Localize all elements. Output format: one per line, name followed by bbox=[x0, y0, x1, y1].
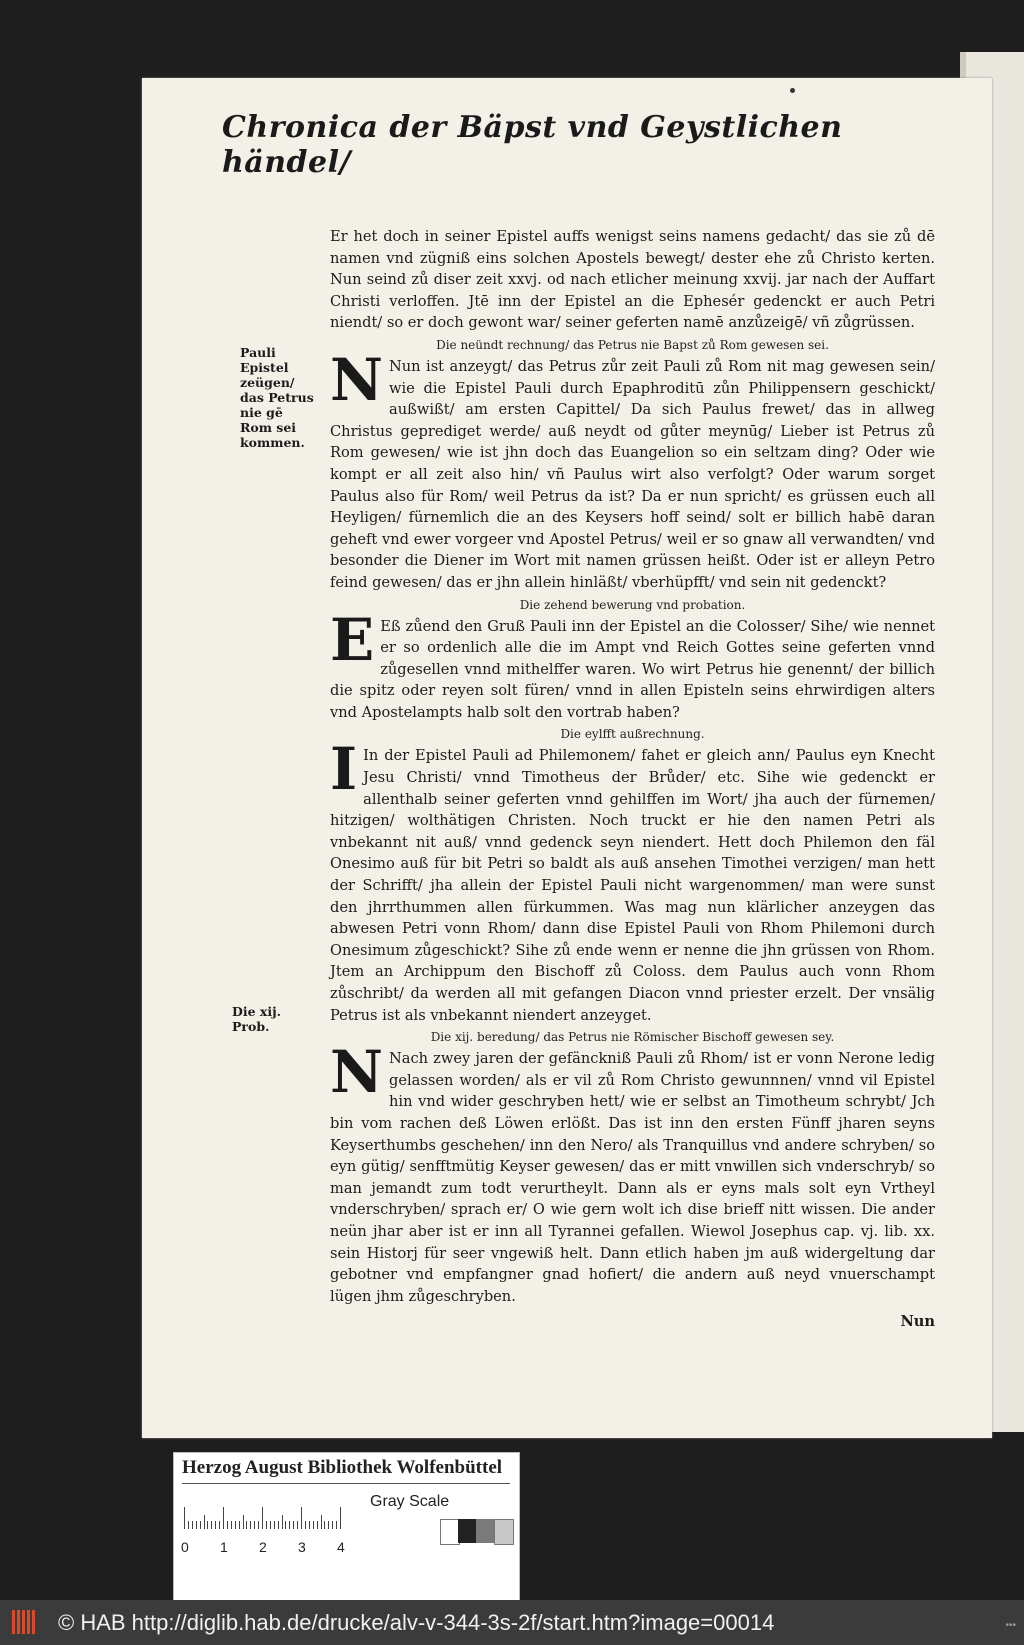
dropcap: N bbox=[330, 345, 384, 414]
ruler-tick bbox=[297, 1521, 298, 1529]
color-calibration-bar bbox=[173, 1452, 520, 1604]
ruler-tick-label: 1 bbox=[220, 1539, 228, 1555]
paragraph-4 bbox=[330, 735, 935, 1026]
ruler-tick bbox=[258, 1521, 259, 1529]
paragraph-3 bbox=[330, 605, 935, 724]
ink-dot bbox=[790, 88, 795, 93]
margin-note-2: Die xij. Prob. bbox=[232, 1004, 281, 1034]
more-icon[interactable]: ••• bbox=[1005, 1620, 1016, 1631]
ruler-tick bbox=[204, 1515, 205, 1529]
ruler-tick bbox=[270, 1521, 271, 1529]
ruler-tick bbox=[278, 1521, 279, 1529]
ruler-tick bbox=[227, 1521, 228, 1529]
section-heading-3: Die eylfft außrechnung. bbox=[560, 727, 705, 742]
gray-patch-light bbox=[494, 1519, 514, 1545]
ruler-tick bbox=[184, 1507, 185, 1529]
dropcap: E bbox=[330, 605, 375, 674]
ruler-tick bbox=[192, 1521, 193, 1529]
paragraph-3-text: Eß zůend den Gruß Pauli inn der Epistel an die Colosser/ Sihe/ wie nennet er so ordenlich alle die im Ampt vnd Reich Gottes seine geferten vnnd zůgesellen vnnd mithelffer waren. Wo wirt Petrus hie genennt/ der billich die spitz oder reyen solt füren/ vnnd in allen Episteln seins ehrwirdigen alters vnd Apostelampts halb solt den vortrab haben? bbox=[330, 617, 935, 721]
ruler-tick bbox=[340, 1507, 341, 1529]
ruler-tick bbox=[282, 1515, 283, 1529]
ruler-tick bbox=[250, 1521, 251, 1529]
margin-note-1: Pauli Epistel zeügen/ das Petrus nie gē Rom sei kommen. bbox=[240, 345, 314, 450]
paragraph-5 bbox=[330, 1038, 935, 1307]
ruler-tick bbox=[246, 1521, 247, 1529]
footer-bar bbox=[0, 1600, 1024, 1645]
dropcap: N bbox=[330, 1038, 384, 1107]
paragraph-2-text: Nun ist anzeygt/ das Petrus zůr zeit Pauli zů Rom nit mag gewesen sein/ wie die Epistel Pauli durch Epaphroditū zůn Philippensern geschickt/ außwißt/ am ersten Capittel/ Da sich Paulus frewet/ das in allweg Christus geprediget werde/ auß neydt od gůter meynūg/ Lieber ist Petrus zů Rom gewesen/ wie ist jhn doch das Euangelion so ein seltzam ding? Oder wie kompt er all zeit also hin/ vñ Paulus wirt also verfolgt? Oder warum sorget Paulus also für Rom/ weil Petrus da ist? Da er nun spricht/ es grüssen euch all Heyligen/ fürnemlich die an des Keysers hoff seind/ solt er billich habē daran geheft vnd ewer vorgeer vnd Apostel Petrus/ weil er so gnaw all verwandten/ vnd besonder die Diener im Wort mit namen grüssen heißt. Oder ist er alleyn Petro feind gewesen/ das er jhn allein hinläßt/ vberhüpfft/ vnd sein nit gedenckt? bbox=[330, 357, 935, 591]
ruler-tick bbox=[243, 1515, 244, 1529]
ruler-tick bbox=[305, 1521, 306, 1529]
ruler-tick bbox=[332, 1521, 333, 1529]
ruler-tick bbox=[239, 1521, 240, 1529]
ruler-tick bbox=[309, 1521, 310, 1529]
gray-patch-black bbox=[458, 1519, 476, 1543]
ruler-tick-label: 3 bbox=[298, 1539, 306, 1555]
ruler-tick-label: 4 bbox=[337, 1539, 345, 1555]
ruler-tick-label: 0 bbox=[181, 1539, 189, 1555]
ruler-tick-label: 2 bbox=[259, 1539, 267, 1555]
ruler-tick bbox=[328, 1521, 329, 1529]
ruler-tick bbox=[266, 1521, 267, 1529]
footer-url[interactable]: © HAB http://diglib.hab.de/drucke/alv-v-344-3s-2f/start.htm?image=00014 bbox=[58, 1610, 775, 1635]
ruler-tick bbox=[317, 1521, 318, 1529]
ruler-tick bbox=[254, 1521, 255, 1529]
gray-scale-label: Gray Scale bbox=[370, 1493, 450, 1510]
section-heading-1: Die neündt rechnung/ das Petrus nie Bapst zů Rom gewesen sei. bbox=[436, 337, 829, 352]
hab-logo-icon bbox=[12, 1610, 44, 1636]
text-column bbox=[330, 226, 935, 1333]
paragraph-5-text: Nach zwey jaren der gefänckniß Pauli zů Rhom/ ist er vonn Nerone ledig gelassen worden/ als er vil zů Rom Christo gewunnnen/ vnnd vil Epistel hin vnd wider geschryben hett/ wie er selbst an Timotheum schrybt/ Jch bin vom rachen deß Löwen erlößt. Das ist inn den ersten Fünff jharen seyns Keyserthumbs geschehen/ inn den Nero/ als Tranquillus vnd andere schryben/ so eyn gütig/ senfftmütig Keyser gewesen/ das er mitt vnwillen sich vnderschryb/ so man jemandt zum todt verurtheylt. Dann als er eyns mals solt eyn Vrtheyl vnderschryben/ sprach er/ O wie gern wolt ich dise brieff nitt wissen. Die ander neün jhar aber ist er inn all Tyrannei gefallen. Wiewol Josephus cap. vj. lib. xx. sein Historj für seer vngewiß helt. Dann etlich haben jm auß widergeltung dar gebotner vnd empfangner gnad hofiert/ die andern auß neyd vnuerschampt lügen jhm zůgeschryben. bbox=[330, 1050, 935, 1305]
ruler-tick bbox=[211, 1521, 212, 1529]
ruler-tick bbox=[207, 1521, 208, 1529]
ruler-tick bbox=[289, 1521, 290, 1529]
paragraph-1: Er het doch in seiner Epistel auffs wenigst seins namens gedacht/ das sie zů dē namen vnd zügniß eins solchen Apostels bewegt/ dester ehe zů Christo kerten. Nun seind zů diser zeit xxvj. od nach etlicher meinung xxvij. jar nach der Auffart Christi verloffen. Jtē inn der Epistel an die Ephesér gedenckt er auch Petri niendt/ so er doch gewont war/ seiner geferten namē anzůzeigē/ vñ zůgrüssen. bbox=[330, 228, 935, 332]
paragraph-2 bbox=[330, 345, 935, 594]
ruler-tick bbox=[215, 1521, 216, 1529]
dropcap: I bbox=[330, 735, 358, 804]
ruler-tick bbox=[301, 1507, 302, 1529]
paragraph-4-text: In der Epistel Pauli ad Philemonem/ fahet er gleich ann/ Paulus eyn Knecht Jesu Christi/ vnnd Timotheus der Brůder/ etc. Sihe wie gedenckt er allenthalb seiner geferten vnnd gehilffen im Wort/ jha auch der fürnemen/ hitzigen/ wolthätigen Christen. Noch truckt er hie den namen Petri als vnbekannt nit auß/ vnnd gedenck seyn niendert. Hett doch Philemon den fäl Onesimo auß für bit Petri so baldt als auß ansehen Timothei verzigen/ man hett der Schrifft/ jha allein der Epistel Pauli nicht wargenommen/ man were sunst den jhrrthummen allen fürkummen. Was mag nun klärlicher anzeygen das abwesen Petri vonn Rhom/ dann dise Epistel Pauli von Rhom Philemoni durch Onesimum zůgeschickt? Sihe zů ende wenn er nenne die jhn grüssen von Rhom. Jtem an Archippum den Bischoff zů Coloss. dem Paulus auch vonn Rhom zůschribt/ da werden all mit gefangen Diacon vnnd priester erzelt. Der vnsälig Petrus ist als vnbekannt niendert anzeyget. bbox=[330, 747, 935, 1024]
ruler-tick bbox=[321, 1515, 322, 1529]
gray-patch-white bbox=[440, 1519, 460, 1545]
ruler-tick bbox=[196, 1521, 197, 1529]
ruler-tick bbox=[219, 1521, 220, 1529]
ruler-tick bbox=[200, 1521, 201, 1529]
ruler-tick bbox=[336, 1521, 337, 1529]
ruler-tick bbox=[285, 1521, 286, 1529]
ruler-tick bbox=[274, 1521, 275, 1529]
ruler-tick bbox=[293, 1521, 294, 1529]
catchword: Nun bbox=[900, 1313, 935, 1331]
gray-patch-mid bbox=[476, 1519, 494, 1543]
page-title: Chronica der Bäpst vnd Geystlichen händel/ bbox=[222, 110, 843, 180]
institution-label: Herzog August Bibliothek Wolfenbüttel bbox=[182, 1457, 503, 1478]
ruler-tick bbox=[231, 1521, 232, 1529]
ruler-tick bbox=[188, 1521, 189, 1529]
ruler-tick bbox=[262, 1507, 263, 1529]
ruler-tick bbox=[324, 1521, 325, 1529]
ruler-tick bbox=[223, 1507, 224, 1529]
section-heading-2: Die zehend bewerung vnd probation. bbox=[519, 597, 746, 612]
section-heading-4: Die xij. beredung/ das Petrus nie Römischer Bischoff gewesen sey. bbox=[430, 1030, 835, 1045]
cm-ruler bbox=[181, 1497, 360, 1555]
ruler-tick bbox=[235, 1521, 236, 1529]
ruler-tick bbox=[313, 1521, 314, 1529]
